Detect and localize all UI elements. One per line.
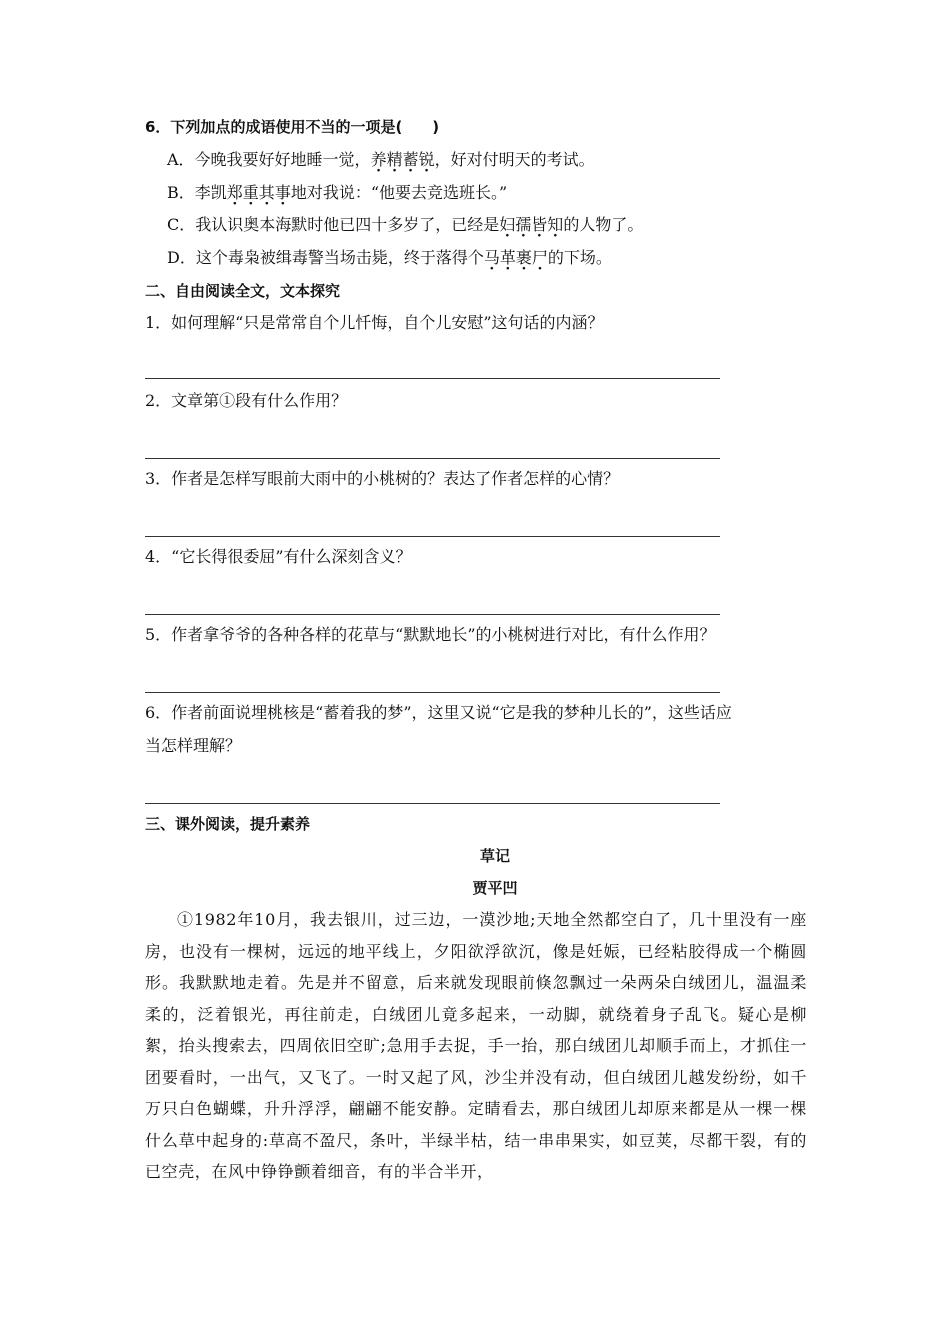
answer-line-5[interactable] [145,692,720,693]
question-6-line-1: 6．作者前面说埋桃核是“蓄着我的梦”，这里又说“它是我的梦种儿长的”，这些话应 [145,703,732,722]
option-a: A．今晚我要好好地睡一觉，养精蓄锐，好对付明天的考试。 [167,150,595,169]
option-c: C．我认识奥本海默时他已四十多岁了，已经是妇孺皆知的人物了。 [167,215,644,234]
question-6-line-2: 当怎样理解？ [145,736,242,755]
question-1: 1．如何理解“只是常常自个儿忏悔，自个儿安慰”这句话的内涵？ [145,313,604,332]
question-2: 2．文章第①段有什么作用？ [145,391,348,410]
article-paragraph-1: ①1982年10月，我去银川，过三边，一漠沙地;天地全然都空白了，几十里没有一座房，也没有一棵树，远远的地平线上，夕阳欲浮欲沉，像是妊娠，已经粘胶得成一个椭圆形。我默默地走着。先是并不留意，后来就发现眼前倏忽飘过一朵两朵白绒团儿，温温柔柔的，泛着银光，再往前走，白绒团儿竟多起来，一动脚，就绕着身子乱飞。疑心是柳絮，抬头搜索去，四周依旧空旷;急用手去捉，手一抬，那白绒团儿却顺手而上，才抓住一团要看时，一出气，又飞了。一时又起了风，沙尘并没有动，但白绒团儿越发纷纷，如千万只白色蝴蝶，升升浮浮，翩翩不能安静。定睛看去，那白绒团儿却原来都是从一棵一棵什么草中起身的:草高不盈尺，条叶，半绿半枯，结一串串果实，如豆荚，尽都干裂，有的已空壳，在风中铮铮颤着细音，有的半合半开， [145,910,807,1181]
question-5: 5．作者拿爷爷的各种各样的花草与“默默地长”的小桃树进行对比，有什么作用？ [145,625,716,644]
answer-line-4[interactable] [145,614,720,615]
article-author: 贾平凹 [472,879,518,897]
answer-line-1[interactable] [145,378,720,379]
article-title: 草记 [479,847,510,865]
option-d: D．这个毒枭被缉毒警当场击毙，终于落得个马革裹尸的下场。 [167,248,612,267]
answer-line-3[interactable] [145,536,720,537]
option-b: B．李凯郑重其事地对我说：“他要去竞选班长。” [167,183,508,202]
answer-line-2[interactable] [145,458,720,459]
question-4: 4．“它长得很委屈”有什么深刻含义？ [145,547,412,566]
section-2-heading: 二、自由阅读全文，文本探究 [145,282,341,300]
answer-line-6[interactable] [145,803,720,804]
question-3: 3．作者是怎样写眼前大雨中的小桃树的？表达了作者怎样的心情？ [145,469,620,488]
section-3-heading: 三、课外阅读，提升素养 [145,815,311,833]
question-6-stem: 6．下列加点的成语使用不当的一项是( ) [145,118,440,136]
